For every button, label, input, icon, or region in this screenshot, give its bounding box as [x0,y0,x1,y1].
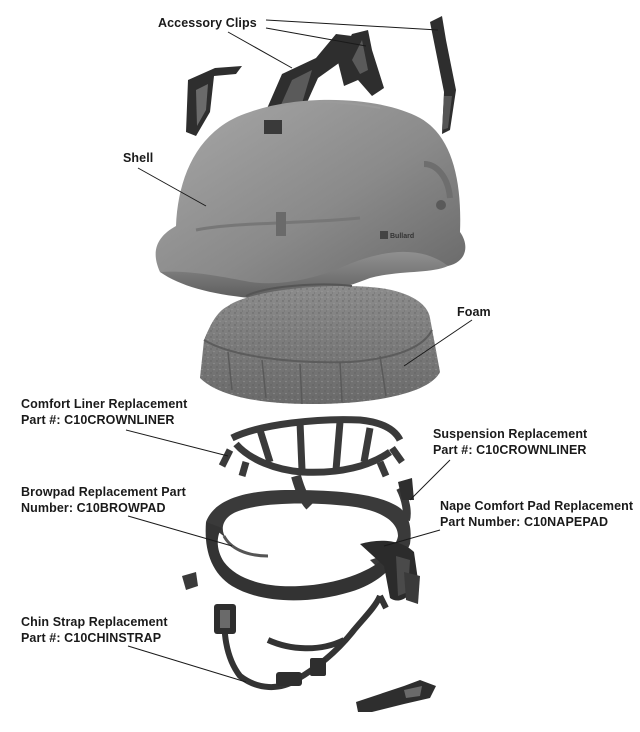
label-comfort-liner-line1: Comfort Liner Replacement [21,397,188,411]
label-browpad [21,484,186,516]
label-foam [457,304,491,320]
helmet-shell [156,100,466,298]
accessory-clip-far-right [430,16,456,134]
label-comfort-liner [21,396,187,428]
label-browpad-line2: Number: C10BROWPAD [21,501,166,515]
foam-liner [200,284,440,404]
brand-mark: Bullard [390,233,415,240]
label-accessory-clips-text: Accessory Clips [158,16,257,30]
suspension-assembly [182,476,420,604]
spare-clip [356,680,436,712]
chin-strap-buckle-right [276,658,326,686]
label-nape-pad-line1: Nape Comfort Pad Replacement [440,499,634,513]
label-chin-strap [21,614,168,646]
label-accessory-clips [158,15,257,31]
label-chin-strap-line1: Chin Strap Replacement [21,615,168,629]
label-chin-strap-line2: Part #: C10CHINSTRAP [21,631,162,645]
label-suspension [433,426,587,458]
label-browpad-line1: Browpad Replacement Part [21,485,186,499]
label-shell [123,150,153,166]
label-nape-pad-line2: Part Number: C10NAPEPAD [440,515,609,529]
chin-strap-buckle-left [214,604,236,634]
label-foam-text: Foam [457,305,491,319]
label-comfort-liner-line2: Part #: C10CROWNLINER [21,413,175,427]
label-suspension-line1: Suspension Replacement [433,427,588,441]
chin-strap [222,596,386,687]
label-suspension-line2: Part #: C10CROWNLINER [433,443,587,457]
label-nape-pad [440,498,633,530]
comfort-liner [222,420,402,476]
label-shell-text: Shell [123,151,154,165]
